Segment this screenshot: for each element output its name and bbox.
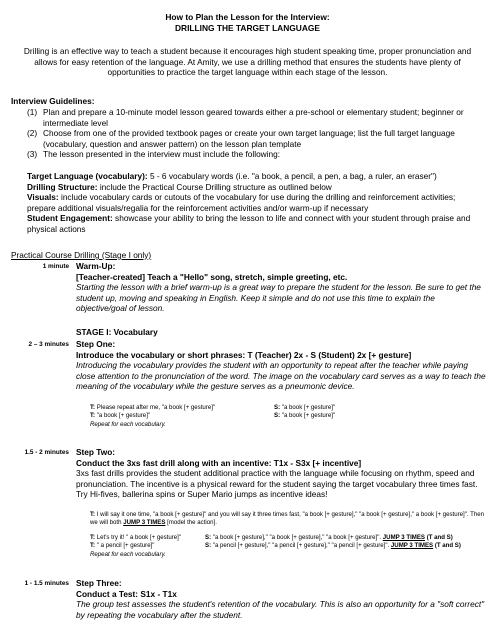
warmup-subtitle: [Teacher-created] Teach a "Hello" song, stretch, simple greeting, etc.: [76, 271, 348, 282]
guideline-number: (3): [27, 149, 38, 159]
warmup-time: 1 minute: [42, 263, 69, 270]
warmup-title: Warm-Up:: [76, 261, 116, 271]
requirement-item: [27, 192, 485, 213]
teacher-line: I will say it one time, "a book [+ gesture]" and you will say it three times fast, "a book [+ gesture]," "a book [+ gesture]," a book [+ gesture]". Then we will both: [90, 511, 485, 527]
requirement-label: Drilling Structure:: [27, 181, 98, 192]
requirement-text: 5 - 6 vocabulary words (i.e. "a book, a pencil, a pen, a bag, a ruler, an eraser"): [147, 171, 437, 181]
requirement-label: Visuals:: [27, 192, 59, 203]
teacher-label: T:: [90, 534, 96, 541]
guideline-text: The lesson presented in the interview must include the following:: [43, 149, 281, 159]
teacher-label: T:: [90, 404, 96, 411]
jump-action: JUMP 3 TIMES: [123, 519, 166, 527]
guideline-number: (2): [27, 128, 38, 138]
intro-paragraph: Drilling is an effective way to teach a student because it encourages high student speaking time, proper pronunciation and allows for easy retention of the language. At Amity, we use a drilling method that ensures the students have plenty of opportunities to practice the target language within each stage of the lesson.: [23, 46, 472, 78]
step2-description: 3xs fast drills provides the student additional practice with the language while focusing on rhythm, speed and pronunciation. The incentive is a physical reward for the student saying the target vocabulary three times fast. Try Hi-fives, ballerina spins or Super Mario jumps as incentive ideas!: [76, 468, 478, 500]
step1-title: Step One:: [76, 339, 116, 349]
step2-instruction: [90, 511, 486, 528]
guideline-item: [27, 107, 495, 129]
requirement-text: include vocabulary cards or cutouts of the vocabulary for use during the drilling and reinforcement activities; prepare additional visuals/regalia for the reinforcement activities and/or warm-up if necessary: [27, 192, 456, 213]
step3-subtitle: Conduct a Test: S1x - T1x: [76, 588, 177, 599]
student-line: "a book [+ gesture]": [280, 412, 336, 420]
requirement-label: Target Language (vocabulary):: [27, 171, 148, 181]
requirement-label: Student Engagement:: [27, 213, 113, 224]
requirement-item: [27, 171, 485, 182]
student-label: S:: [274, 412, 281, 420]
step3-title: Step Three:: [76, 578, 122, 588]
requirement-item: [27, 213, 485, 234]
step2-teacher-lines: [90, 534, 210, 559]
requirement-item: [27, 182, 485, 193]
script-line: [274, 404, 474, 412]
step1-student-lines: [274, 404, 474, 421]
student-line: "a book [+ gesture]," "a book [+ gesture]," "a book [+ gesture]".: [211, 534, 383, 541]
student-line: "a book [+ gesture]": [280, 404, 336, 411]
teacher-label: T:: [90, 542, 96, 550]
script-line: [205, 542, 490, 550]
warmup-description: Starting the lesson with a brief warm-up is a great way to prepare the student for the lesson. Be sure to get the student up, moving and speaking in English. Keep it simple and do not use this time to explain the objective/goal of lesson.: [76, 282, 481, 314]
teacher-line: Let's try it! " a book [+ gesture]": [95, 534, 182, 541]
step1-block: [76, 339, 486, 392]
document-title: How to Plan the Lesson for the Interview:: [165, 12, 330, 22]
guideline-item: [27, 128, 495, 150]
step2-time: 1.5 - 2 minutes: [24, 449, 69, 456]
jump-participants: (T and S): [433, 542, 461, 550]
guideline-item: [27, 149, 495, 160]
guideline-text: Choose from one of the provided textbook pages or create your own target language; list the full target language (vocabulary, question and answer pattern) on the lesson plan template: [43, 128, 455, 149]
jump-participants: (T and S): [425, 534, 453, 541]
step1-description: Introducing the vocabulary provides the student with an opportunity to repeat after the teacher while paying close attention to the pronunciation of the word. The image on the vocabulary card serves as a way to teach the meaning of the vocabulary while the gesture serves as a pneumonic device.: [76, 360, 486, 392]
step2-student-lines: [205, 534, 490, 551]
guidelines-heading: Interview Guidelines:: [11, 96, 95, 106]
student-label: S:: [205, 542, 212, 550]
teacher-line: "a book [+ gesture]": [95, 412, 151, 420]
student-line: "a pencil [+ gesture]," "a pencil [+ gesture]," "a pencil [+ gesture]".: [211, 542, 391, 550]
student-label: S:: [274, 404, 281, 411]
script-line: [205, 534, 490, 542]
teacher-line-end: [model the action].: [165, 519, 217, 527]
document-subtitle: DRILLING THE TARGET LANGUAGE: [174, 23, 320, 33]
warmup-block: [76, 261, 486, 314]
guideline-number: (1): [27, 107, 38, 117]
repeat-note: Repeat for each vocabulary.: [90, 550, 166, 558]
teacher-line: Please repeat after me, "a book [+ gesture]": [95, 404, 216, 411]
script-line: [90, 542, 210, 550]
step3-description: The group test assesses the student's retention of the vocabulary. This is also an opportunity for a "soft correct" by repeating the vocabulary after the student.: [76, 599, 485, 620]
section-heading: Practical Course Drilling (Stage I only): [11, 250, 152, 260]
stage-label: STAGE I: Vocabulary: [76, 327, 158, 337]
repeat-note: Repeat for each vocabulary.: [90, 420, 166, 428]
script-line: [274, 412, 474, 420]
requirement-text: showcase your ability to bring the lesson to life and connect with your student through praise and physical actions: [27, 213, 471, 234]
student-label: S:: [205, 534, 212, 541]
teacher-label: T:: [90, 412, 96, 420]
step1-subtitle: Introduce the vocabulary or short phrases: T (Teacher) 2x - S (Student) 2x [+ gesture]: [76, 349, 412, 360]
step2-block: [76, 447, 486, 500]
script-line: [90, 534, 210, 542]
step1-time: 2 – 3 minutes: [28, 341, 69, 348]
jump-action: JUMP 3 TIMES: [382, 534, 425, 541]
teacher-line: " a pencil [+ gesture]": [95, 542, 155, 550]
step2-title: Step Two:: [76, 447, 116, 457]
step2-subtitle: Conduct the 3xs fast drill along with an incentive: T1x - S3x [+ incentive]: [76, 457, 362, 468]
requirement-text: include the Practical Course Drilling structure as outlined below: [97, 181, 332, 192]
step3-time: 1 - 1.5 minutes: [24, 580, 69, 587]
guideline-text: Plan and prepare a 10-minute model lesson geared towards either a pre-school or elementary student; beginner or intermediate level: [43, 107, 464, 128]
requirements-list: [27, 171, 485, 235]
jump-action: JUMP 3 TIMES: [390, 542, 434, 550]
teacher-label: T:: [90, 511, 96, 518]
step3-block: [76, 578, 486, 620]
